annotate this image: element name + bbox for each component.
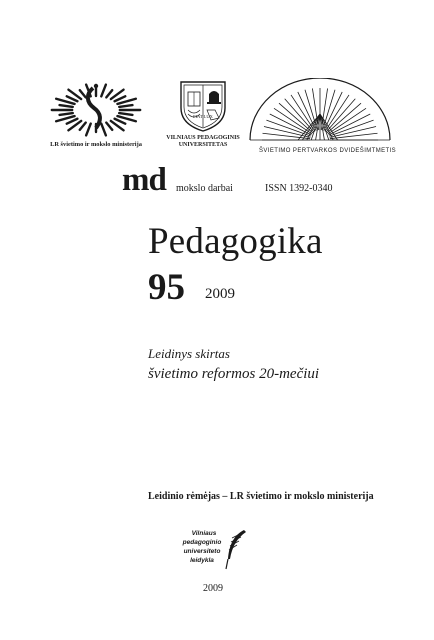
publisher-line1: Vilniaus (191, 530, 217, 537)
dedication-line2: švietimo reformos 20-mečiui (148, 366, 320, 382)
university-caption-line2: UNIVERSITETAS (178, 142, 228, 148)
university-crest-icon (179, 80, 227, 132)
publisher-logo (176, 529, 248, 573)
dedication-line1: Leidinys skirtas (148, 346, 230, 361)
volume-year: 2009 (205, 286, 235, 302)
reform-logo (246, 78, 394, 146)
footer-year: 2009 (203, 583, 223, 594)
reform-caption: ŠVIETIMO PERTVARKOS DVIDEŠIMTMETIS (259, 148, 397, 154)
quill-icon (224, 529, 248, 571)
ministry-logo (46, 82, 146, 138)
publisher-line2: pedagoginio (182, 539, 222, 546)
journal-subtitle: mokslo darbai (176, 183, 233, 194)
issn: ISSN 1392-0340 (265, 183, 333, 194)
ministry-emblem-icon (46, 82, 146, 138)
publisher-line3: universiteto (183, 548, 221, 555)
reform-sunburst-icon (246, 78, 394, 146)
sponsor-line: Leidinio rėmėjas – LR švietimo ir mokslo ministerija (148, 491, 374, 502)
publisher-line4: leidykla (190, 557, 214, 564)
university-logo (179, 80, 227, 132)
volume-number: 95 (148, 267, 185, 308)
journal-title: Pedagogika (148, 221, 323, 262)
university-caption-line1: VILNIAUS PEDAGOGINIS (166, 135, 240, 141)
journal-abbrev: md (122, 162, 166, 198)
university-motto: FIAT LUX (193, 114, 213, 119)
ministry-caption: LR švietimo ir mokslo ministerija (50, 141, 142, 148)
